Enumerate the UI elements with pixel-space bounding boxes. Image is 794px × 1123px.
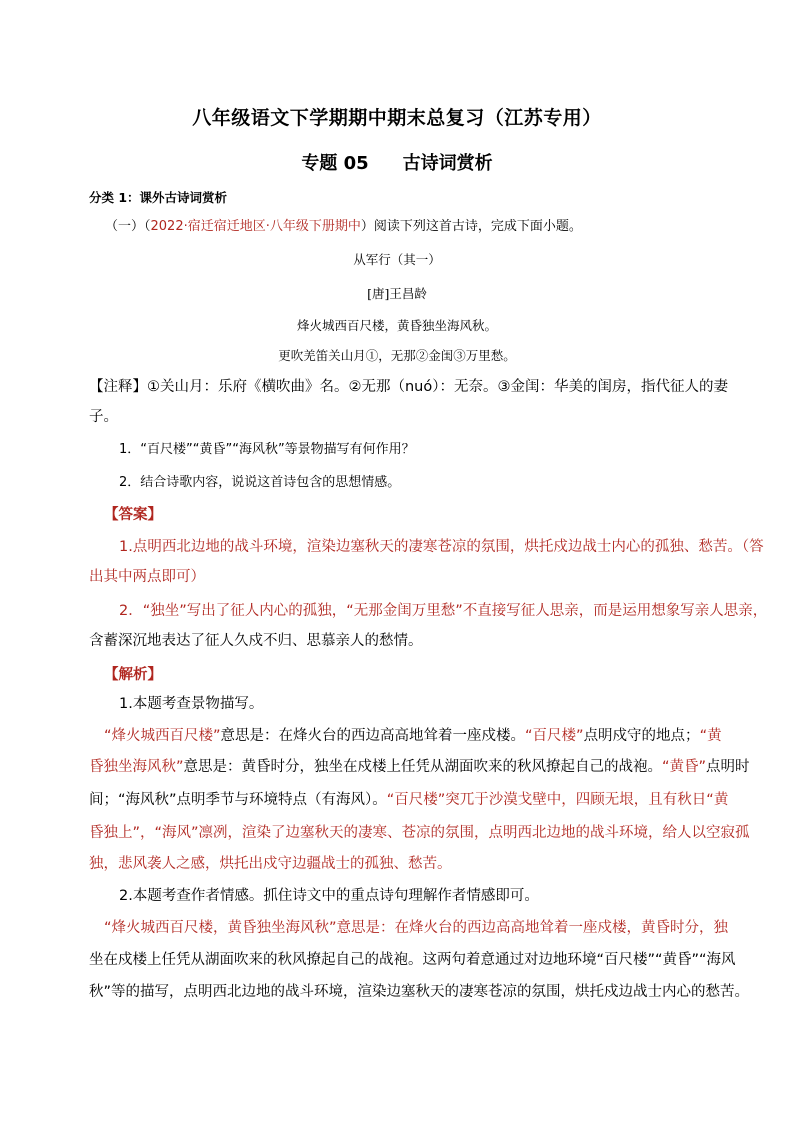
analysis-label: 【解析】 xyxy=(104,667,162,683)
poem-author: [唐]王昌龄 xyxy=(367,286,427,301)
quoted-verse: “烽火城西百尺楼，黄昏独坐海风秋” xyxy=(104,920,337,936)
analysis-1-line-1 xyxy=(104,726,722,746)
answer-1-line-1: 1.点明西北边地的战斗环境，渲染边塞秋天的凄寒苍凉的氛围，烘托戍边战士内心的孤独、愁苦。（答 xyxy=(119,539,764,555)
topic-number: 专题 05 xyxy=(301,153,369,174)
question-2: 2．结合诗歌内容，说说这首诗包含的思想情感。 xyxy=(119,475,401,490)
notes-line-1: 【注释】①关山月：乐府《横吹曲》名。②无那（nuó）：无奈。③金闺：华美的闺房，指代征人的妻 xyxy=(89,379,728,395)
explanation-text: 间；“海风秋”点明季节与环境特点（有海风）。 xyxy=(89,792,387,808)
analysis-2-heading: 2.本题考查作者情感。抓住诗文中的重点诗句理解作者情感即可。 xyxy=(119,888,539,904)
poem-title: 从军行（其一） xyxy=(353,252,441,267)
quoted-term: “百尺楼” xyxy=(525,728,584,744)
quoted-term: “黄 xyxy=(699,728,722,744)
explanation-text-red: 意思是：在烽火台的西边高高地耸着一座戍楼，黄昏时分，独 xyxy=(336,920,729,936)
question-source: 2022·宿迁宿迁地区·八年级下册期中 xyxy=(150,219,361,234)
explanation-text: 意思是：黄昏时分，独坐在戍楼上任凭从湖面吹来的秋风撩起自己的战袍。 xyxy=(183,759,663,775)
answer-2-line-1 xyxy=(119,601,767,621)
explanation-text-red: “百尺楼”突兀于沙漠戈壁中，四顾无垠，且有秋日“黄 xyxy=(386,792,729,808)
analysis-1-heading: 1.本题考查景物描写。 xyxy=(119,696,264,712)
explanation-text: 点明戍守的地点； xyxy=(583,728,700,744)
analysis-1-line-2 xyxy=(89,757,750,777)
document-title: 八年级语文下学期期中期末总复习（江苏专用） xyxy=(192,107,602,129)
answer-2-text: 2．“独坐”写出了征人内心的孤独，“无那金闺万里愁”不直接写征人思亲，而是运用想象写亲人思亲， xyxy=(119,603,768,619)
intro-suffix: ）阅读下列这首古诗，完成下面小题。 xyxy=(360,219,582,234)
quoted-term: “黄昏” xyxy=(662,759,707,775)
answer-1-line-2: 出其中两点即可） xyxy=(89,569,205,585)
question-intro xyxy=(105,217,582,237)
analysis-2-line-3: 秋”等的描写，点明西北边地的战斗环境，渲染边塞秋天的凄寒苍凉的氛围，烘托戍边战士内心的愁苦。 xyxy=(89,984,750,1000)
answer-2-line-2: 含蓄深沉地表达了征人久戍不归、思慕亲人的愁情。 xyxy=(89,633,423,649)
intro-prefix: （一）（ xyxy=(105,219,151,234)
analysis-1-line-5: 独，悲风袭人之感，烘托出戍守边疆战士的孤独、愁苦。 xyxy=(89,856,452,872)
answer-label: 【答案】 xyxy=(104,507,162,523)
document-subtitle xyxy=(0,149,794,175)
analysis-1-line-4: 昏独上”，“海风”凛冽，渲染了边塞秋天的凄寒、苍凉的氛围，点明西北边地的战斗环境，给人以空寂孤 xyxy=(89,825,750,841)
analysis-1-line-3 xyxy=(89,790,728,810)
topic-name: 古诗词赏析 xyxy=(402,153,493,174)
category-heading: 分类 1：课外古诗词赏析 xyxy=(89,190,228,205)
analysis-2-line-1 xyxy=(104,918,728,938)
explanation-text: 意思是：在烽火台的西边高高地耸着一座戍楼。 xyxy=(220,728,526,744)
analysis-2-line-2: 坐在戍楼上任凭从湖面吹来的秋风撩起自己的战袍。这两句着意通过对边地环境“百尺楼”“黄昏”“海风 xyxy=(89,952,736,968)
explanation-text: 点明时 xyxy=(706,759,750,775)
notes-line-2: 子。 xyxy=(89,409,118,425)
poem-line-2: 更吹羌笛关山月①，无那②金闺③万里愁。 xyxy=(278,348,516,363)
quoted-term: 昏独坐海风秋” xyxy=(89,759,184,775)
quoted-verse: “烽火城西百尺楼” xyxy=(104,728,221,744)
question-1: 1．“百尺楼”“黄昏”“海风秋”等景物描写有何作用？ xyxy=(119,442,415,457)
poem-line-1: 烽火城西百尺楼，黄昏独坐海风秋。 xyxy=(296,318,497,333)
